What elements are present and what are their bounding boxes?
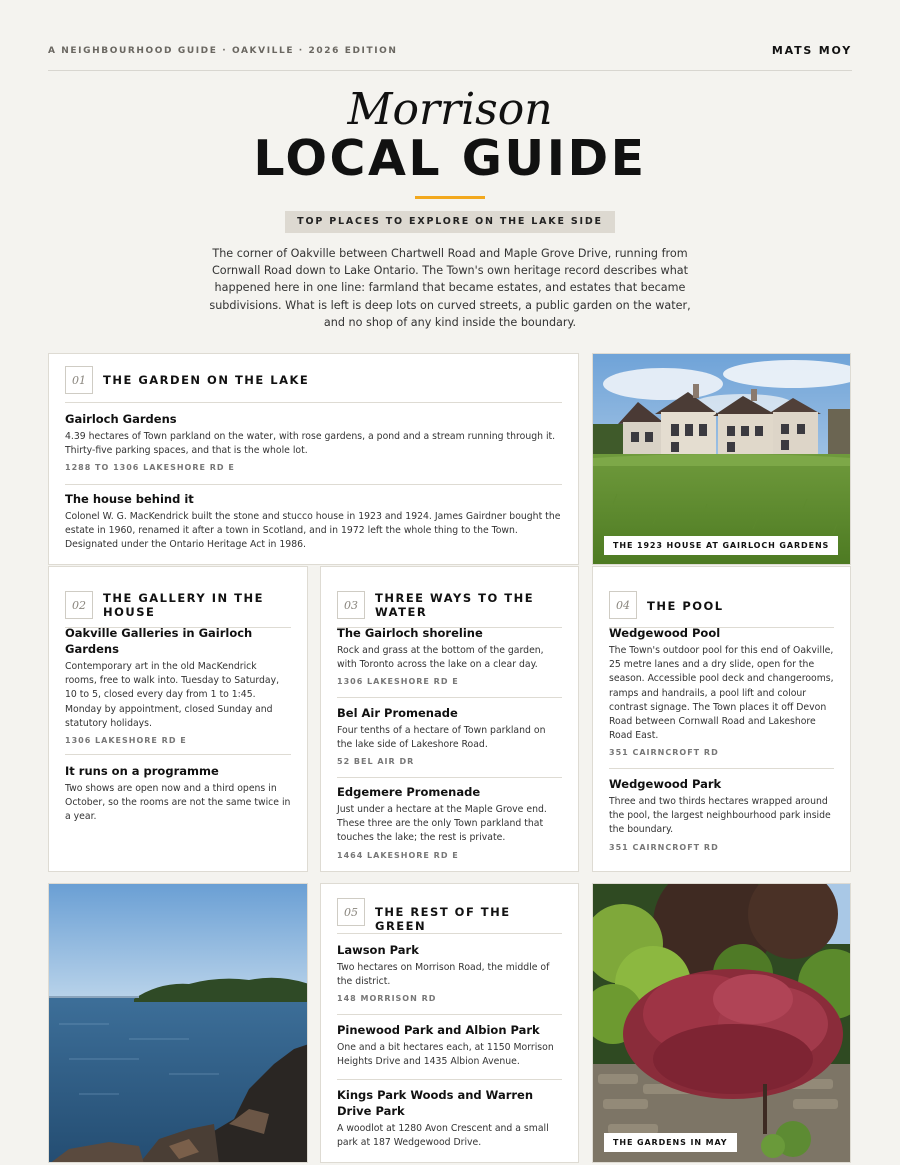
entry-gairloch-shoreline	[337, 625, 562, 686]
entry-text: Colonel W. G. MacKendrick built the stone and stucco house in 1923 and 1924. James Gairdner bought the estate in 1960, renamed it after a town in Scotland, and in 1972 left the whole thing to the Town. Designated under the Ontario Heritage Act in 1986.	[65, 511, 561, 551]
entry-divider	[65, 484, 562, 485]
section-number: 01	[65, 366, 93, 394]
section-title-line: THE GALLERY IN THE	[103, 591, 264, 605]
house-illustration	[593, 354, 851, 565]
entry-oakville-galleries	[65, 625, 291, 745]
main-title: LOCAL GUIDE	[253, 130, 647, 187]
photo-garden-may	[592, 883, 851, 1163]
entry-divider	[337, 1079, 562, 1080]
entry-title: The house behind it	[65, 492, 194, 506]
section-number: 02	[65, 591, 93, 619]
section-title: THE REST OF THE GREEN	[375, 905, 511, 933]
entry-edgemere	[337, 784, 562, 860]
entry-gairloch-gardens	[65, 411, 562, 472]
section-title-line: HOUSE	[103, 605, 156, 619]
section-header	[65, 366, 562, 403]
entry-address: 1288 TO 1306 LAKESHORE RD E	[65, 463, 235, 473]
section-title: THE GARDEN ON THE LAKE	[103, 373, 310, 387]
section-title-line: THREE WAYS TO THE	[375, 591, 535, 605]
entry-text: The Town's outdoor pool for this end of Oakville, 25 metre lanes and a dry slide, open for the season. Accessible pool deck and changerooms, ramps and handrails, a pool lift and colour contrast signage. The Town places it off Devon Road between Cornwall Road and Lakeshore Road East.	[609, 645, 834, 742]
photo-caption: THE 1923 HOUSE AT GAIRLOCH GARDENS	[604, 536, 838, 555]
section-card-garden	[48, 353, 579, 565]
entry-address: 1306 LAKESHORE RD E	[65, 736, 187, 746]
section-card-green	[320, 883, 579, 1163]
intro-paragraph: The corner of Oakville between Chartwell Road and Maple Grove Drive, running from Cornwall Road down to Lake Ontario. The Town's own heritage record describes what happened here in one line: farmland that became estates, and estates that became subdivisions. What is left is deep lots on curved streets, a public garden on the water, and no shop of any kind inside the boundary.	[209, 247, 691, 329]
entry-address: 148 MORRISON RD	[337, 994, 437, 1004]
entry-title: It runs on a programme	[65, 764, 219, 778]
section-header	[337, 579, 562, 628]
section-number: 04	[609, 591, 637, 619]
photo-gairloch-house	[592, 353, 851, 565]
entry-text: Four tenths of a hectare of Town parkland on the lake side of Lakeshore Road.	[337, 725, 546, 751]
entry-address: 351 CAIRNCROFT RD	[609, 748, 719, 758]
entry-title: Wedgewood Park	[609, 777, 722, 791]
entry-title: Bel Air Promenade	[337, 706, 458, 720]
entry-title: Lawson Park	[337, 943, 419, 957]
entry-programme	[65, 763, 291, 825]
entry-title: Edgemere Promenade	[337, 785, 481, 799]
entry-address: 1464 LAKESHORE RD E	[337, 850, 459, 860]
entry-text: Rock and grass at the bottom of the garden, with Toronto across the lake on a clear day.	[337, 645, 544, 671]
accent-rule	[415, 196, 485, 199]
entry-wedgewood-pool	[609, 625, 834, 757]
entry-text: A woodlot at 1280 Avon Crescent and a small park at 187 Wedgewood Drive.	[337, 1123, 549, 1149]
section-title-line: WATER	[375, 605, 428, 619]
entry-text: Two shows are open now and a third opens in October, so the rooms are not the same twice in a year.	[65, 783, 291, 823]
shoreline-illustration	[49, 884, 308, 1163]
entry-title: Gairloch Gardens	[65, 412, 177, 426]
section-title	[103, 591, 264, 619]
section-card-pool	[592, 566, 851, 872]
entry-divider	[609, 768, 834, 769]
section-title	[375, 591, 534, 619]
entry-title: Oakville Galleries in Gairloch Gardens	[65, 626, 253, 656]
photo-caption: THE GARDENS IN MAY	[604, 1133, 737, 1152]
entry-text: Contemporary art in the old MacKendrick rooms, free to walk into. Tuesday to Saturday, 10 to 5, closed every day from 1 to 1:45. Monday by appointment, closed Sunday and statutory holidays.	[65, 661, 280, 729]
photo-shoreline	[48, 883, 308, 1163]
section-header	[65, 579, 291, 628]
section-card-water	[320, 566, 579, 872]
entry-kings-park	[337, 1087, 562, 1150]
entry-title: The Gairloch shoreline	[337, 626, 483, 640]
entry-divider	[337, 1014, 562, 1015]
entry-title: Wedgewood Pool	[609, 626, 721, 640]
section-card-gallery	[48, 566, 308, 872]
guide-kicker: A NEIGHBOURHOOD GUIDE · OAKVILLE · 2026 EDITION	[48, 46, 398, 56]
entry-address: 351 CAIRNCROFT RD	[609, 842, 719, 852]
author-name: MATS MOY	[771, 44, 852, 57]
entry-divider	[65, 754, 291, 755]
entry-wedgewood-park	[609, 776, 834, 852]
section-header	[337, 898, 562, 934]
entry-text: 4.39 hectares of Town parkland on the water, with rose gardens, a pond and a stream running through it. Thirty-five parking spaces, and that is the whole lot.	[65, 431, 556, 457]
entry-divider	[337, 777, 562, 778]
entry-house-behind	[65, 491, 562, 553]
entry-text: One and a bit hectares each, at 1150 Morrison Heights Drive and 1435 Albion Avenue.	[337, 1042, 554, 1068]
entry-text: Three and two thirds hectares wrapped around the pool, the largest neighbourhood park inside the boundary.	[609, 796, 831, 836]
top-bar	[48, 44, 852, 71]
entry-text: Just under a hectare at the Maple Grove end. These three are the only Town parkland that touches the lake; the rest is private.	[337, 804, 547, 844]
garden-illustration	[593, 884, 851, 1163]
entry-divider	[337, 697, 562, 698]
section-title: THE POOL	[647, 599, 724, 613]
entry-address: 52 BEL AIR DR	[337, 757, 415, 767]
entry-bel-air	[337, 705, 562, 766]
entry-address: 1306 LAKESHORE RD E	[337, 677, 459, 687]
section-header	[609, 579, 834, 628]
script-title: Morrison	[347, 84, 553, 135]
entry-pinewood-albion	[337, 1022, 562, 1069]
section-number: 03	[337, 591, 365, 619]
entry-text: Two hectares on Morrison Road, the middle of the district.	[337, 962, 550, 988]
entry-title: Pinewood Park and Albion Park	[337, 1023, 540, 1037]
section-number: 05	[337, 898, 365, 926]
entry-lawson-park	[337, 942, 562, 1003]
entry-title: Kings Park Woods and Warren Drive Park	[337, 1088, 534, 1118]
tagline-badge: TOP PLACES TO EXPLORE ON THE LAKE SIDE	[285, 211, 615, 233]
